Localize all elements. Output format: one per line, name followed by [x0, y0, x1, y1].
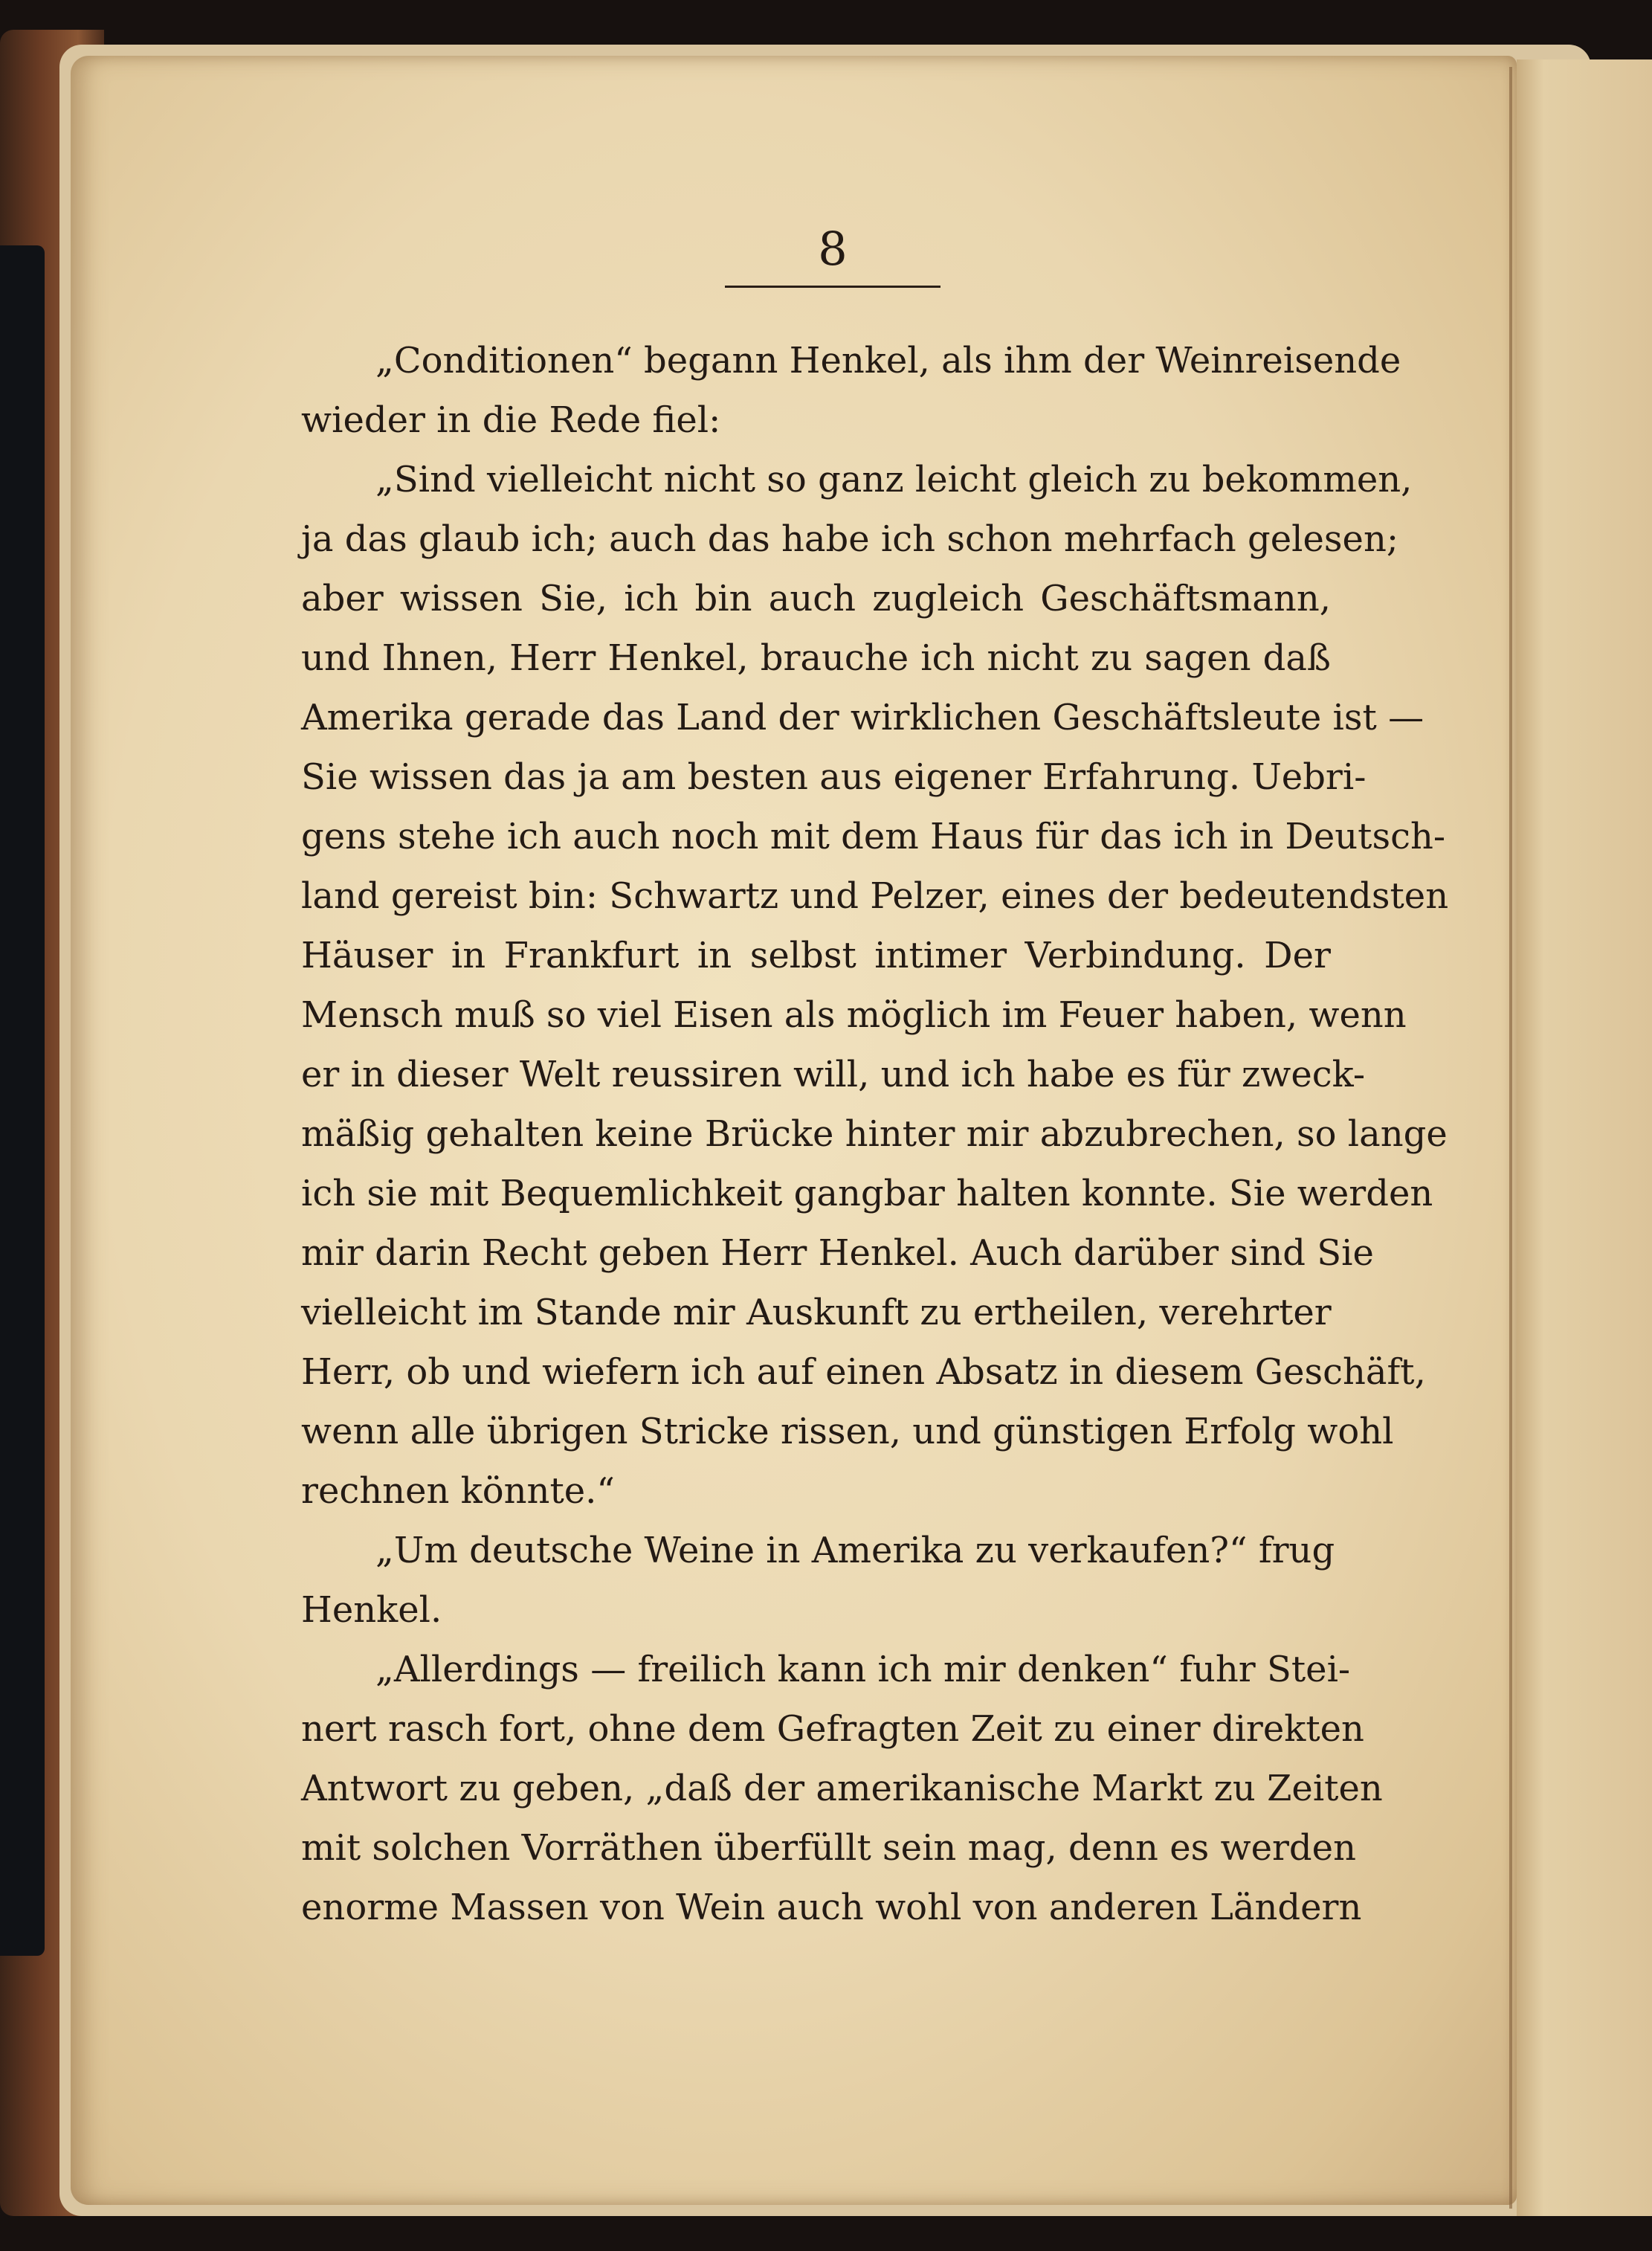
- text-line: aber wissen Sie, ich bin auch zugleich Geschäftsmann,: [301, 578, 1331, 619]
- text-line: „Um deutsche Weine in Amerika zu verkaufen?“ frug: [375, 1530, 1335, 1571]
- text-line: nert rasch fort, ohne dem Gefragten Zeit zu einer direkten: [301, 1708, 1364, 1750]
- text-line: Antwort zu geben, „daß der amerikanische Markt zu Zeiten: [301, 1768, 1383, 1809]
- text-line: er in dieser Welt reussiren will, und ich habe es für zweck-: [301, 1054, 1366, 1095]
- text-line: wieder in die Rede fiel:: [301, 399, 721, 441]
- text-line: „Sind vielleicht nicht so ganz leicht gleich zu bekommen,: [375, 459, 1413, 500]
- text-line: ja das glaub ich; auch das habe ich schon mehrfach gelesen;: [301, 518, 1399, 560]
- text-line: „Conditionen“ begann Henkel, als ihm der Weinreisende: [375, 340, 1401, 381]
- text-line: land gereist bin: Schwartz und Pelzer, eines der bedeutendsten: [301, 875, 1449, 917]
- page-header: [725, 223, 940, 288]
- header-rule: [725, 286, 940, 288]
- text-line: Häuser in Frankfurt in selbst intimer Verbindung. Der: [301, 935, 1331, 976]
- book-spine-shadow: [0, 245, 45, 1956]
- text-line: enorme Massen von Wein auch wohl von anderen Ländern: [301, 1887, 1362, 1928]
- page-body: [301, 331, 1449, 1937]
- text-line: rechnen könnte.“: [301, 1470, 615, 1512]
- text-line: gens stehe ich auch noch mit dem Haus für das ich in Deutsch-: [301, 816, 1446, 857]
- text-line: mir darin Recht geben Herr Henkel. Auch darüber sind Sie: [301, 1232, 1374, 1274]
- text-line: mit solchen Vorräthen überfüllt sein mag, denn es werden: [301, 1827, 1356, 1869]
- text-line: und Ihnen, Herr Henkel, brauche ich nicht zu sagen daß: [301, 637, 1331, 679]
- text-line: ich sie mit Bequemlichkeit gangbar halten konnte. Sie werden: [301, 1173, 1433, 1214]
- text-line: „Allerdings — freilich kann ich mir denken“ fuhr Stei-: [375, 1649, 1351, 1690]
- text-line: Amerika gerade das Land der wirklichen Geschäftsleute ist —: [301, 697, 1424, 738]
- page-number: 8: [818, 222, 848, 276]
- text-line: Herr, ob und wiefern ich auf einen Absatz in diesem Geschäft,: [301, 1351, 1426, 1393]
- page-gutter: [1509, 67, 1512, 2209]
- text-line: Sie wissen das ja am besten aus eigener Erfahrung. Uebri-: [301, 756, 1367, 798]
- facing-page-edge: [1517, 59, 1652, 2216]
- text-line: Mensch muß so viel Eisen als möglich im Feuer haben, wenn: [301, 994, 1407, 1036]
- text-line: vielleicht im Stande mir Auskunft zu ertheilen, verehrter: [301, 1292, 1332, 1333]
- text-line: wenn alle übrigen Stricke rissen, und günstigen Erfolg wohl: [301, 1411, 1394, 1452]
- text-line: Henkel.: [301, 1589, 442, 1631]
- text-line: mäßig gehalten keine Brücke hinter mir abzubrechen, so lange: [301, 1113, 1448, 1155]
